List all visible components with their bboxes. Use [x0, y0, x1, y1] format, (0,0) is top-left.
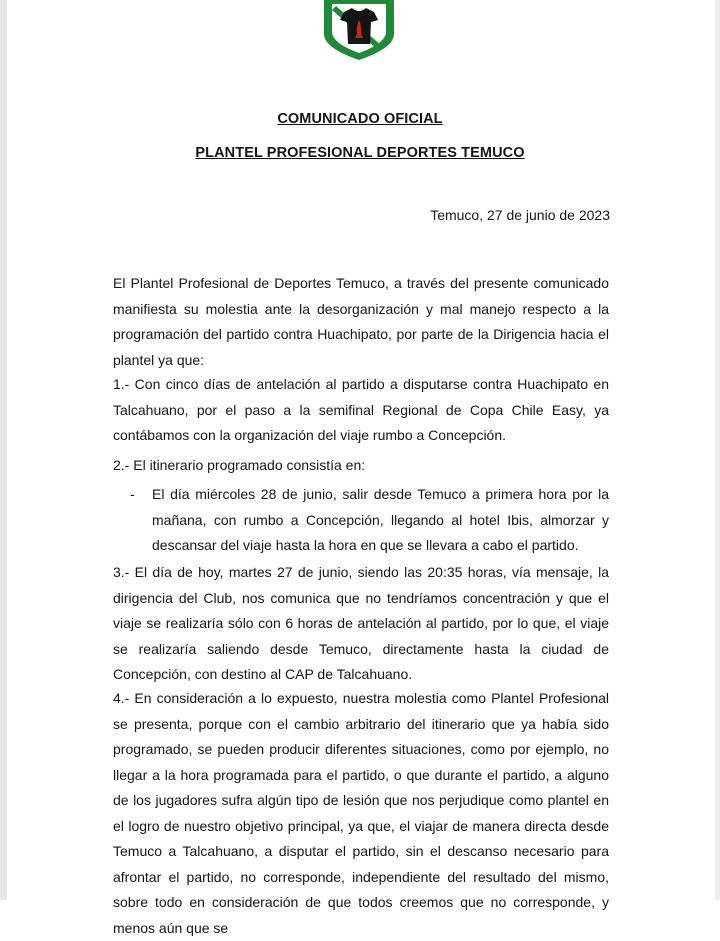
intro-paragraph: El Plantel Profesional de Deportes Temuco, a través del presente comunicado manifiesta su molestia ante la desorganización y mal manejo respecto a la programación del partido contra Huachipato, por parte de la Dirigencia hacia el plantel ya que:	[113, 275, 609, 368]
page-edge-right	[715, 0, 720, 900]
point-2-paragraph: 2.- El itinerario programado consistía en:	[113, 457, 366, 473]
date-line: Temuco, 27 de junio de 2023	[430, 207, 610, 223]
club-crest-icon	[324, 0, 394, 60]
point-3-paragraph: 3.- El día de hoy, martes 27 de junio, siendo las 20:35 horas, vía mensaje, la dirigencia del Club, nos comunica que no tendríamos concentración y que el viaje se realizaría sólo con 6 horas de antelación al partido, por lo que, el viaje se realizaría saliendo desde Temuco, directamente hasta la ciudad de Concepción, con destino al CAP de Talcahuano.	[113, 564, 609, 682]
document-subtitle: PLANTEL PROFESIONAL DEPORTES TEMUCO	[195, 145, 525, 161]
point-1-paragraph: 1.- Con cinco días de antelación al partido a disputarse contra Huachipato en Talcahuano, por el paso a la semifinal Regional de Copa Chile Easy, ya contábamos con la organización del viaje rumbo a Concepción.	[113, 376, 609, 443]
bullet-marker: -	[130, 486, 135, 502]
point-4-paragraph: 4.- En consideración a lo expuesto, nuestra molestia como Plantel Profesional se presenta, porque con el cambio arbitrario del itinerario que ya había sido programado, se pueden producir diferentes situaciones, como por ejemplo, no llegar a la hora programada para el partido, o que durante el partido, a alguno de los jugadores sufra algún tipo de lesión que nos perjudique como plantel en el logro de nuestro objetivo principal, ya que, el viajar de manera directa desde Temuco a Talcahuano, a disputar el partido, sin el descanso necesario para afrontar el partido, no corresponde, independiente del resultado del mismo, sobre todo en consideración de que todos creemos que no corresponde, y menos aún que se	[113, 690, 609, 936]
document-title: COMUNICADO OFICIAL	[277, 111, 443, 127]
page-edge-left	[0, 0, 7, 900]
bullet-text: El día miércoles 28 de junio, salir desde Temuco a primera hora por la mañana, con rumbo a Concepción, llegando al hotel Ibis, almorzar y descansar del viaje hasta la hora en que se llevara a cabo el partido.	[152, 486, 609, 553]
